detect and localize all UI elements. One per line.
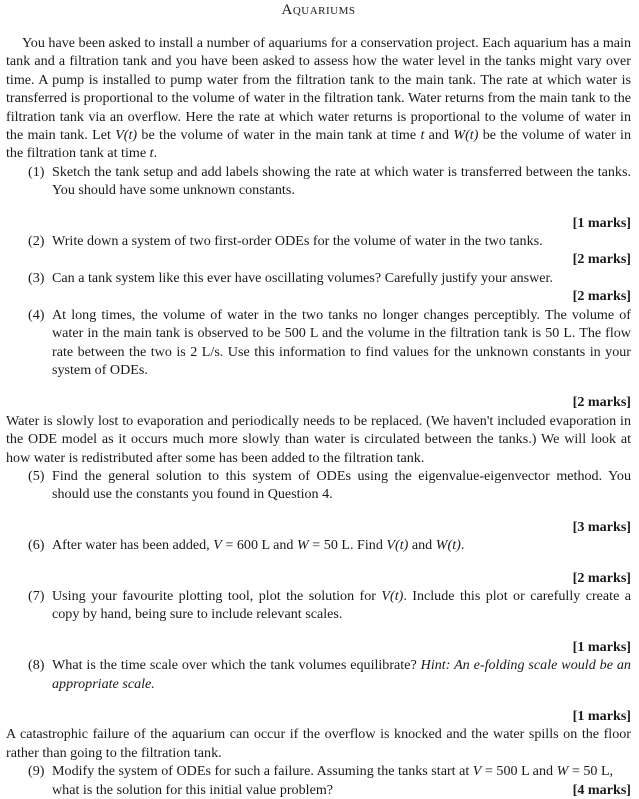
intro-mid-1: be the volume of water in the main tank at time: [141, 127, 417, 144]
question-2: [6, 232, 631, 250]
question-5: [6, 467, 631, 504]
var-t-1: t: [420, 127, 425, 144]
intro-mid-2: be the volume of water in the filtration tank at time: [6, 127, 632, 162]
marks-label: [1 marks]: [572, 214, 631, 231]
failure-paragraph: A catastrophic failure of the aquarium can occur if the overflow is knocked and the water spills on the floor rather than going to the filtration tank.: [6, 726, 631, 761]
question-text-a: What is the time scale over which the tank volumes equilibrate?: [52, 657, 417, 674]
var-w-t: W(t): [435, 537, 461, 554]
question-number: (1): [28, 163, 45, 180]
var-v: V: [472, 763, 482, 780]
var-v: V: [213, 537, 222, 554]
page-title: Aquariums: [281, 2, 356, 18]
question-text-c: = 50 L. Find: [312, 537, 383, 554]
marks-label: [4 marks]: [572, 781, 631, 798]
question-text-a: After water has been added,: [52, 537, 210, 554]
question-9: [6, 762, 631, 799]
question-hint: Hint: An e-folding scale would be an appropriate scale.: [52, 657, 631, 692]
var-w-t: W(t): [453, 127, 479, 144]
question-number: (5): [28, 467, 45, 484]
question-number: (2): [28, 233, 45, 250]
question-text: Find the general solution to this system of ODEs using the eigenvalue-eigenvector method. You should use the constants you found in Question 4.: [52, 467, 631, 503]
question-text: Can a tank system like this ever have oscillating volumes? Carefully justify your answer.: [52, 269, 553, 286]
var-v-t: V(t): [381, 587, 404, 604]
question-text-d: and: [411, 537, 433, 554]
question-text-e: .: [460, 537, 465, 554]
intro-end: .: [153, 145, 158, 162]
question-text: Sketch the tank setup and add labels showing the rate at which water is transferred between the tanks. You should have some unknown constants.: [52, 163, 631, 199]
question-number: (9): [28, 763, 45, 780]
question-number: (3): [28, 269, 45, 286]
question-text-b: = 500 L and: [484, 763, 554, 780]
marks-label: [1 marks]: [572, 638, 631, 655]
question-7: [6, 587, 631, 624]
question-text-b: = 600 L and: [225, 537, 294, 554]
marks-label: [2 marks]: [572, 288, 631, 305]
var-w: W: [556, 763, 569, 780]
question-3: [6, 269, 631, 287]
question-4: [6, 306, 631, 380]
intro-paragraph: [6, 34, 631, 163]
question-text-d: what is the solution for this initial value problem?: [52, 781, 334, 798]
question-text-a: Using your favourite plotting tool, plot the solution for: [52, 587, 376, 604]
intro-text: You have been asked to install a number of aquariums for a conservation project. Each aquarium has a main tank and a filtration tank and you have been asked to assess how the water level in the tanks might vary over time. A pump is installed to pump water from the filtration tank to the main tank. The rate at which water is transferred is proportional to the volume of water in the filtration tank. Water returns from the main tank to the filtration tank via an overflow. Here the rate at which water returns is proportional to the volume of water in the main tank. Let: [6, 35, 631, 144]
marks-label: [2 marks]: [572, 394, 631, 411]
var-w: W: [297, 537, 309, 554]
question-1: [6, 163, 631, 200]
evaporation-paragraph: Water is slowly lost to evaporation and periodically needs to be replaced. (We haven't included evaporation in the ODE model as it occurs much more slowly than water is circulated between the tanks.) We will look at how water is redistributed after some has been added to the filtration tank.: [6, 412, 631, 466]
marks-label: [3 marks]: [572, 518, 631, 535]
question-text-a: Modify the system of ODEs for such a failure. Assuming the tanks start at: [52, 763, 470, 780]
var-v-t: V(t): [386, 537, 409, 554]
question-number: (8): [28, 657, 45, 674]
question-8: [6, 656, 631, 693]
var-t-2: t: [149, 145, 154, 162]
marks-label: [2 marks]: [572, 569, 631, 586]
question-text: Write down a system of two first-order ODEs for the volume of water in the two tanks.: [52, 233, 543, 250]
question-text-c: = 50 L,: [571, 763, 614, 780]
question-text: At long times, the volume of water in the two tanks no longer changes perceptibly. The volume of water in the main tank is observed to be 500 L and the volume in the filtration tank is 50 L. The flow rate between the two is 2 L/s. Use this information to find values for the unknown constants in your system of ODEs.: [52, 306, 631, 378]
question-number: (4): [28, 306, 45, 323]
intro-and: and: [428, 127, 450, 144]
marks-label: [1 marks]: [572, 708, 631, 724]
question-6: [6, 536, 631, 554]
marks-label: [2 marks]: [572, 251, 631, 268]
question-text-b: . Include this plot or carefully create a copy by hand, being sure to include relevant scales.: [52, 587, 631, 623]
question-number: (6): [28, 537, 45, 554]
var-v-t: V(t): [115, 127, 138, 144]
question-number: (7): [28, 587, 45, 604]
